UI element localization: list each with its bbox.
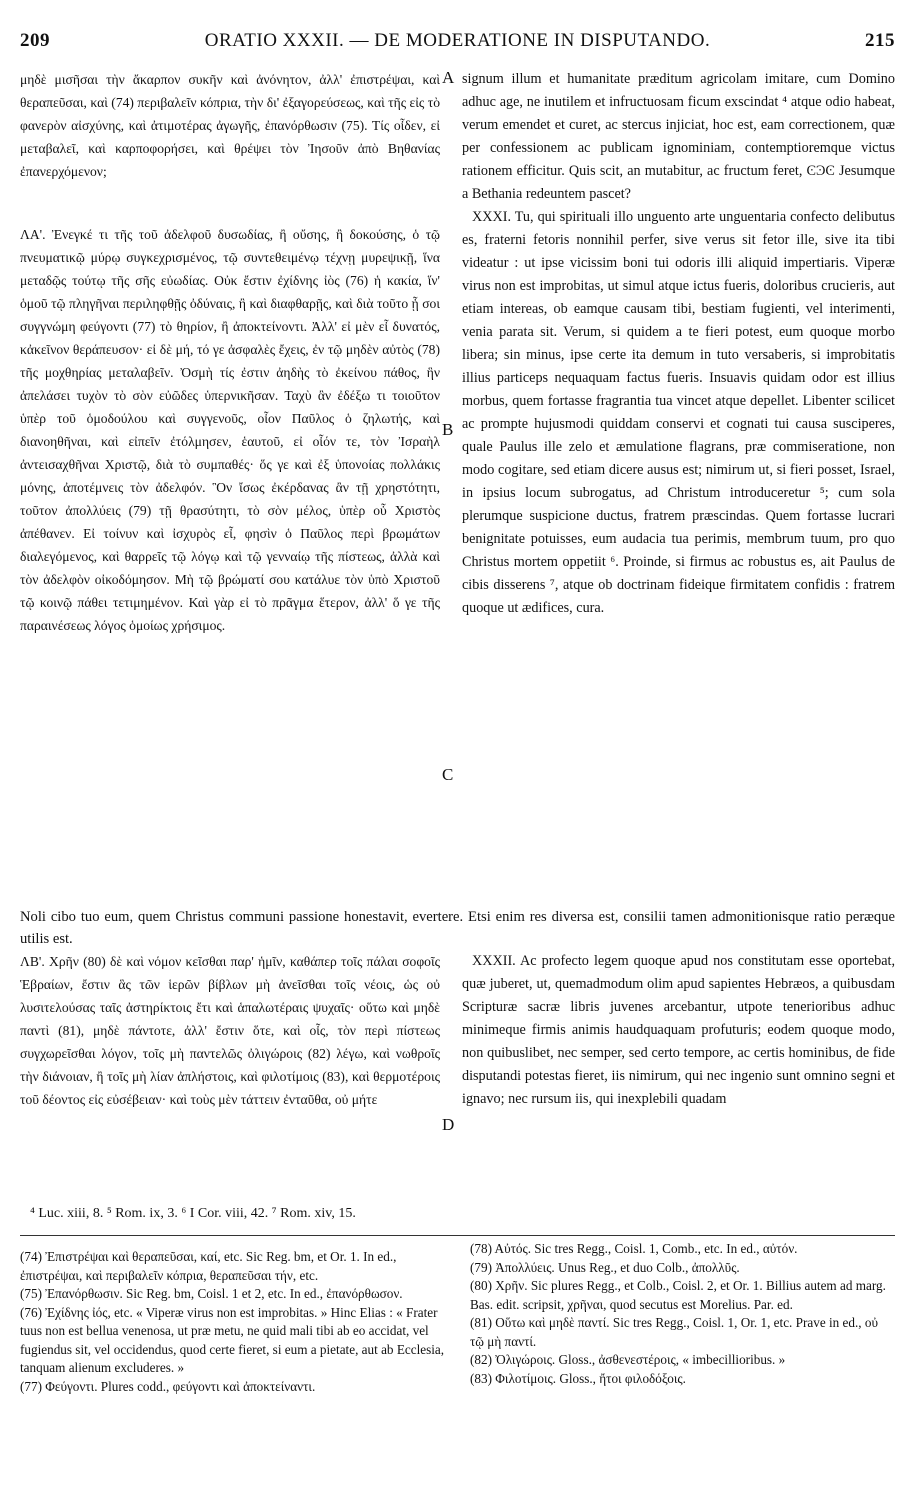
- scripture-references: ⁴ Luc. xiii, 8. ⁵ Rom. ix, 3. ⁶ I Cor. viii, 42. ⁷ Rom. xiv, 15.: [30, 1206, 356, 1221]
- margin-letter-c: C: [442, 765, 454, 784]
- latin-column: [462, 68, 895, 620]
- latin-paragraph-31: XXXI. Tu, qui spirituali illo unguento arte unguentaria confecto delibutus es, fraterni fetoris nonnihil perfer, sive verus sit fetor ille, sive ita tibi videatur : ut ipse vicissim boni tui odoris illi aliquid impertiaris. Viperæ virus non est improbitas, ut simul atque ictus fueris, doloribus crucieris, aut etiam intereas, ob eamque causam tibi, bestiam fugienti, vel interimenti, venia parata sit. Verum, si quidem a te fieri potest, eum quoque morbo libera; sin minus, ipse certe ita demum in tuto versaberis, si improbitatis illius particeps nequaquam factus fueris. Insuavis quidam odor est illius morbus, quem fortasse fragrantia tua vincet atque depellet. Libenter scilicet ac prompte hujusmodi quiddam conservi et cognati tui causa susciperes, quale Paulus ille zelo et æmulatione flagrans, præ commiseratione, non modo cogitare, sed etiam dicere ausus est; nimirum ut, si fieri posset, Israel, in ipsius locum subrogatus, ad Christum introduceretur ⁵; cum sola plerumque suspicione ductus, fratrem præscindas. Quem fortasse lucrari benignitate potuisses, eum audacia tua perimis, membrum tuum, pro quo Christus mortem oppetiit ⁶. Proinde, si firmus ac robustus es, ait Paulus de cibis disserens ⁷, atque ob doctrinam fideique firmitatem confidis : fratrem quoque ut ædifices, cura.: [462, 209, 895, 616]
- latin-column-lower: [462, 950, 895, 1111]
- latin-paragraph-1: signum illum et humanitate præditum agricolam imitare, cum Domino adhuc age, ne inutilem et infructuosam ficum exscindat ⁴ atque odio habeat, verum emendet et curet, ac stercus injiciat, hoc est, eam correctionem, quæ per confessionem ac publicam ignominiam, contemptioremque victus rationem efficitur. Quis scit, an mutabitur, ac fructum feret, ϾϿϾ Jesumque a Bethania redeuntem pascet?: [462, 71, 895, 202]
- running-header: [20, 30, 895, 58]
- greek-column: [20, 68, 440, 637]
- footnote: (81) Οὕτω καὶ μηδὲ παντί. Sic tres Regg., Coisl. 1, Or. 1, etc. Prave in ed., οὐ τῷ μὴ παντί.: [470, 1315, 878, 1349]
- footnote: (76) Ἐχίδνης ἰός, etc. « Viperæ virus non est improbitas. » Hinc Elias : « Frater tuus non est bellua venenosa, ut præ metu, ne quid mali tibi ab eo accidat, vel fugiendus sit, vel occidendus, quod certe fieret, si eum a pietate, aut ab Ecclesia, tanquam alienum excluderes. »: [20, 1304, 445, 1375]
- margin-letter-d: D: [442, 1115, 455, 1134]
- greek-paragraph-32: ΛΒ'. Χρῆν (80) δὲ καὶ νόμον κεῖσθαι παρ' ἡμῖν, καθάπερ τοῖς πάλαι σοφοῖς Ἑβραίων, ἔστιν ἃς τῶν ἱερῶν βίβλων μὴ ἀνεῖσθαι τοῖς νέοις, ὡς οὐ λυσιτελούσας ταῖς ἀστηρίκτοις ἔτι καὶ ἁπαλωτέραις ψυχαῖς· οὕτω καὶ μηδὲ παντὶ (81), μηδὲ πάντοτε, ἀλλ' ἔστιν ὅτε, καὶ οἷς, τὸν περὶ πίστεως συγχωρεῖσθαι λόγον, τοῖς μὴ παντελῶς ὀλιγώροις (82) λέγω, καὶ νωθροῖς τὴν διάνοιαν, ἢ τοῖς μὴ λίαν ἀπλήστοις, καὶ φιλοτίμοις (83), καὶ θερμοτέροις τοῦ δέοντος εἰς εὐσέβειαν· καὶ τοὺς μὲν τάττειν ἐνταῦθα, οὐ μήτε: [20, 954, 440, 1107]
- footnote: (75) Ἐπανόρθωσιν. Sic Reg. bm, Coisl. 1 et 2, etc. In ed., ἐπανόρθωσον.: [20, 1286, 403, 1301]
- footnote: (74) Ἐπιστρέψαι καὶ θεραπεῦσαι, καί, etc. Sic Reg. bm, et Or. 1. In ed., ἐπιστρέψαι, καὶ περιβαλεῖν κόπρια, θεραπεῦσαι τήν, etc.: [20, 1249, 397, 1283]
- latin-paragraph-32: XXXII. Ac profecto legem quoque apud nos constitutam esse oportebat, quæ juberet, ut, quemadmodum olim apud sapientes Hebræos, a quibusdam Scripturæ sacræ libris juvenes arcebantur, utpote tenerioribus adhuc minimeque firmis animis haudquaquam profuturis; eodem quoque modo, non quibuslibet, nec semper, sed certo tempore, ac certis hominibus, de fide disputandi potestas fieret, iis nimirum, qui nec ingenio sunt omnino segni et ignavo; nec rursum iis, qui inexplebili quadam: [462, 953, 895, 1107]
- footnote: (77) Φεύγοντι. Plures codd., φεύγοντι καὶ ἀποκτείναντι.: [20, 1378, 316, 1394]
- greek-paragraph-31: ΛΑ'. Ἐνεγκέ τι τῆς τοῦ ἀδελφοῦ δυσωδίας, ἢ οὔσης, ἢ δοκούσης, ὁ τῷ πνευματικῷ μύρῳ συγκεχρισμένος, τῷ συντεθειμένῳ τέχνῃ μυρεψικῇ, ἵνα μεταδῷς τούτῳ τῆς σῆς εὐωδίας. Οὐκ ἔστιν ἐχίδνης ἰὸς (76) ἡ κακία, ἵν' ὁμοῦ τῷ πληγῆναι περιληφθῇς ὀδύναις, ἢ καὶ διαφθαρῇς, καὶ διὰ τοῦτο ᾖ σοι συγγνώμη φεύγοντι (77) τὸ θηρίον, ἢ ἀποκτείνοντι. Ἀλλ' εἰ μὲν εἶ δυνατός, κἀκεῖνον θεράπευσον· εἰ δὲ μή, τό γε ἀσφαλὲς ἔχεις, ἐν τῷ μηδὲν αὐτὸς (78) τῆς μοχθηρίας μεταλαβεῖν. Ὀσμὴ τίς ἐστιν ἀηδὴς τὸ ἐκείνου πάθος, ἣν ἀπελάσει τυχὸν τὸ σὸν εὐῶδες ὑπερνικῆσαν. Ταχὺ ἂν ἐδέξω τι τοιοῦτον ὑπὲρ τοῦ ὁμοδούλου καὶ συγγενοῦς, οἷον Παῦλος ὁ ζηλωτής, καὶ διανοηθῆναι, καὶ εἰπεῖν ἐτόλμησεν, ἑαυτοῦ, εἰ οἷόν τε, τὸν Ἰσραὴλ ἀντεισαχθῆναι Χριστῷ, διὰ τὸ συμπαθές· ὅς γε καὶ ἐξ ὑπονοίας πολλάκις μόνης, ἀποτέμνεις τὸν ἀδελφόν. Ὃν ἴσως ἐκέρδανας ἂν τῇ χρηστότητι, τοῦτον ἀπολλύεις (79) τῇ θρασύτητι, τὸ σὸν μέλος, ὑπὲρ οὗ Χριστὸς ἀπέθανεν. Εἰ τοίνυν καὶ ἰσχυρὸς εἶ, φησὶν ὁ Παῦλος περὶ βρωμάτων διαλεγόμενος, καὶ θαρρεῖς τῷ λόγῳ καὶ τῷ γενναίῳ τῆς πίστεως, ἀλλὰ καὶ τὸν ἀδελφὸν οἰκοδόμησον. Μὴ τῷ βρώματί σου κατάλυε τὸν ὑπὸ Χριστοῦ τῷ κοινῷ πάθει τετιμημένον. Καὶ γὰρ εἰ τὸ πρᾶγμα ἕτερον, ἀλλ' ὅ γε τῆς παραινέσεως λόγος ὁμοίως χρήσιμος.: [20, 227, 440, 633]
- margin-letter-b: B: [442, 420, 454, 439]
- page-number-right: 215: [865, 30, 895, 51]
- footnote: (79) Ἀπολλύεις. Unus Reg., et duo Colb., ἀπολλῦς.: [470, 1259, 740, 1275]
- footnote: (80) Χρῆν. Sic plures Regg., et Colb., Coisl. 2, et Or. 1. Billius autem ad marg. Bas. edit. scripsit, χρῆναι, quod secutus est Morelius. Par. ed.: [470, 1278, 886, 1312]
- page-number-left: 209: [20, 30, 50, 51]
- greek-column-lower: [20, 950, 440, 1111]
- margin-letter-a: A: [442, 68, 455, 87]
- page-title: ORATIO XXXII. — DE MODERATIONE IN DISPUTANDO.: [204, 30, 711, 51]
- footnote-divider: [20, 1235, 895, 1236]
- footnote: (83) Φιλοτίμοις. Gloss., ἤτοι φιλοδόξοις.: [470, 1370, 686, 1386]
- footnotes-left: [20, 1248, 450, 1396]
- greek-paragraph-1: μηδὲ μισῆσαι τὴν ἄκαρπον συκῆν καὶ ἀνόνητον, ἀλλ' ἐπιστρέψαι, καὶ θεραπεῦσαι, καὶ (74) περιβαλεῖν κόπρια, τὴν δι' ἐξαγορεύσεως, καὶ τῆς εἰς τὸ φανερὸν αἰσχύνης, καὶ ἀτιμοτέρας ἀγωγῆς, ἐπανόρθωσιν (75). Τίς οἶδεν, εἰ μεταβαλεῖ, καὶ καρποφορήσει, καὶ θρέψει τὸν Ἰησοῦν ἀπὸ Βηθανίας ἐπανερχόμενον;: [20, 72, 440, 179]
- latin-full-width-continuation: Noli cibo tuo eum, quem Christus communi passione honestavit, evertere. Etsi enim res diversa est, consilii tamen admonitionisque ratio peræque utilis est.: [20, 909, 895, 947]
- footnote: (82) Ὀλιγώροις. Gloss., ἀσθενεστέροις, « imbecillioribus. »: [470, 1352, 786, 1367]
- footnote: (78) Αὐτός. Sic tres Regg., Coisl. 1, Comb., etc. In ed., αὐτόν.: [470, 1241, 798, 1256]
- footnotes-right: [470, 1240, 895, 1388]
